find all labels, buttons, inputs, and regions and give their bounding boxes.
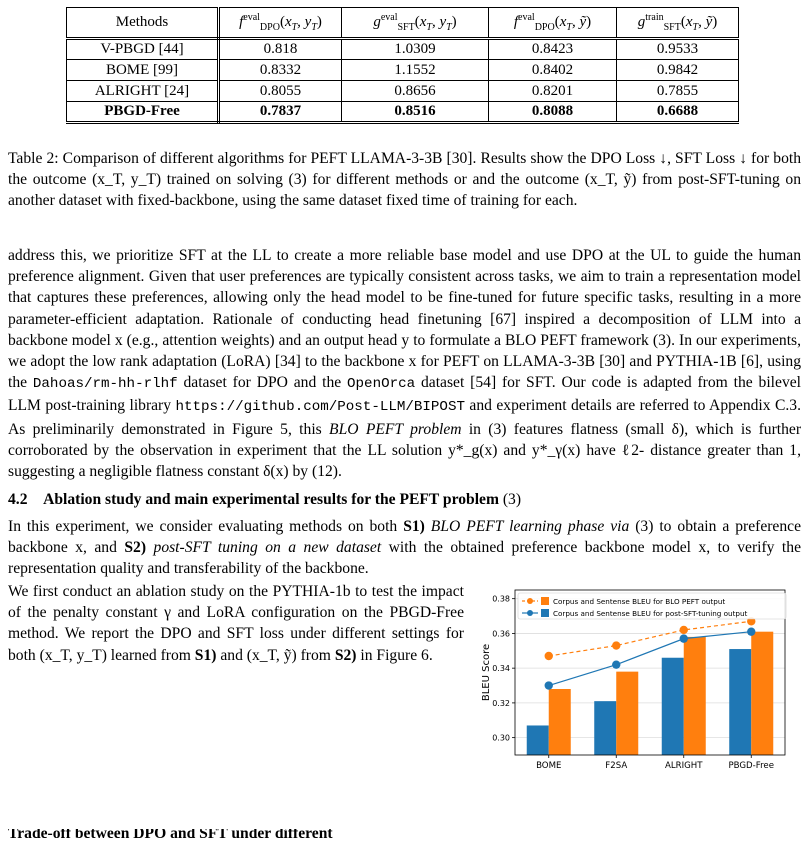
legend-swatch <box>541 609 549 617</box>
table-row <box>67 39 739 60</box>
body-paragraph <box>8 581 464 666</box>
cell-value: 0.7837 <box>219 102 342 123</box>
bar-blopeft <box>549 689 571 755</box>
cell-method: V-PBGD [44] <box>67 39 219 60</box>
code-url[interactable]: https://github.com/Post-LLM/BIPOST <box>175 399 465 416</box>
cell-value: 0.8201 <box>489 81 617 102</box>
body-paragraph <box>8 245 801 482</box>
dataset-name: OpenOrca <box>347 376 416 393</box>
section-title: Ablation study and main experimental results for the PEFT problem <box>43 491 499 508</box>
bar-postsft <box>729 649 751 755</box>
table-row-best <box>67 102 739 123</box>
caption-label: Table 2: <box>8 150 59 167</box>
legend-swatch <box>541 597 549 605</box>
cell-value: 0.8332 <box>219 60 342 81</box>
paragraph-heading <box>8 829 448 842</box>
point-postsft <box>545 681 553 689</box>
paragraph-text: in (3) features flatness (small δ), which is further corroborated by the observation in experiment that the LL solution y*_g(x) and y*_γ(x) have ℓ2- distance greater than 1, suggesting a negligible flatness constant δ(x) by (12). <box>8 420 802 481</box>
header-sft-train-xt-ytilde: $g^{train}_{SFT}(x_T$, ỹ) <box>617 8 739 39</box>
x-tick-label: F2SA <box>605 761 628 771</box>
bar-postsft <box>527 725 549 755</box>
section-number: 4.2 <box>8 491 28 508</box>
paragraph-text: In this experiment, we consider evaluating methods on both <box>8 518 404 535</box>
cell-value: 0.8516 <box>342 102 489 123</box>
point-blopeft <box>545 652 553 660</box>
paragraph-text: Trade-off between DPO and SFT under different <box>8 829 333 842</box>
cell-value: 0.8088 <box>489 102 617 123</box>
emphasis-text: post-SFT tuning on a new dataset <box>146 539 382 557</box>
x-tick-label: PBGD-Free <box>728 761 775 771</box>
cell-value: 0.9842 <box>617 60 739 81</box>
table-header-row <box>67 8 739 39</box>
point-postsft <box>612 660 620 668</box>
emphasis-text: BLO PEFT problem <box>329 420 462 438</box>
bar-postsft <box>662 658 684 755</box>
header-dpo-eval-xt-yt: $f^{eval}_{DPO}(x_T$, $y_T$) <box>219 8 342 39</box>
y-tick-label: 0.30 <box>492 733 510 743</box>
point-postsft <box>747 627 755 635</box>
paragraph-text: (3) to obtain a preference backbone x, and <box>8 518 801 557</box>
paragraph-text: dataset for DPO and the <box>177 374 348 392</box>
legend-label: Corpus and Sentense BLEU for post-SFT-tuning output <box>553 609 748 618</box>
section-heading <box>8 489 801 510</box>
header-dpo-eval-xt-ytilde: $f^{eval}_{DPO}(x_T$, ỹ) <box>489 8 617 39</box>
legend-marker <box>527 598 533 604</box>
y-tick-label: 0.36 <box>492 629 510 639</box>
cell-value: 0.8055 <box>219 81 342 102</box>
cell-value: 0.7855 <box>617 81 739 102</box>
y-tick-label: 0.38 <box>492 594 510 604</box>
section-ref: (3) <box>502 491 522 508</box>
step-label: S1) <box>194 646 217 664</box>
table-caption <box>8 148 801 212</box>
caption-text: Comparison of different algorithms for PEFT LLAMA-3-3B [30]. Results show the DPO Loss ↓, SFT Loss ↓ for both the outcome (x_T, y_T) trained on solving (3) for different methods or and the outcome (x_T, ỹ) from post-SFT-tuning on another dataset with fixed-backbone, using the same dataset fixed time of training for each. <box>8 150 802 210</box>
cell-value: 0.8423 <box>489 39 617 60</box>
emphasis-text: BLO PEFT learning phase via <box>424 518 630 535</box>
bar-blopeft <box>751 632 773 755</box>
y-tick-label: 0.34 <box>492 664 510 674</box>
bar-postsft <box>594 701 616 755</box>
body-paragraph <box>8 516 801 580</box>
series-line-blopeft <box>549 621 752 656</box>
cell-value: 0.8656 <box>342 81 489 102</box>
cell-value: 1.0309 <box>342 39 489 60</box>
step-label: S2) <box>334 646 357 664</box>
series-line-postsft <box>549 632 752 686</box>
x-tick-label: BOME <box>536 761 562 771</box>
point-blopeft <box>612 641 620 649</box>
cell-value: 0.6688 <box>617 102 739 123</box>
step-label: S2) <box>124 539 147 557</box>
bar-blopeft <box>616 672 638 755</box>
x-tick-label: ALRIGHT <box>664 761 703 771</box>
cell-method: ALRIGHT [24] <box>67 81 219 102</box>
cell-value: 0.818 <box>219 39 342 60</box>
header-sft-eval-xt-yt: $g^{eval}_{SFT}(x_T$, $y_T$) <box>342 8 489 39</box>
paragraph-text: address this, we prioritize SFT at the LL to create a more reliable base model and use DPO at the UL to guide the human preference alignment. Given that user preferences are typically consistent across tasks, we aim to train a representation model that captures these preferences, allowing only the head model to be fine-tuned for future specific tasks, resulting in a more parameter-efficient adaptation. Rationale of conducting head finetuning [67] inspired a decomposition of LLM into a backbone model x (e.g., attention weights) and an output head y to formulate a BLO PEFT framework (3). In our experiments, we adopt the low rank adaptation (LoRA) [34] to the backbone x for PEFT on LLAMA-3-3B [30] and PYTHIA-1B [6], using the <box>8 247 801 392</box>
table-row <box>67 60 739 81</box>
paragraph-text: We first conduct an ablation study on the PYTHIA-1b to test the impact of the penalty constant γ and LoRA configuration on the PBGD-Free method. We report the DPO and SFT loss under different settings for both (x_T, y_T) learned from <box>8 583 464 664</box>
results-table <box>66 7 739 124</box>
paragraph-text: in Figure 6. <box>356 646 433 664</box>
bar-blopeft <box>684 637 706 755</box>
bleu-bar-chart <box>478 585 794 785</box>
legend-marker <box>527 610 533 616</box>
point-blopeft <box>680 626 688 634</box>
paragraph-text: and (x_T, ỹ) from <box>216 646 335 664</box>
cell-method: BOME [99] <box>67 60 219 81</box>
header-methods: Methods <box>67 8 219 39</box>
paragraph-text: with the obtained preference backbone model x, to verify the representation quality and transferability of the backbone. <box>8 539 801 578</box>
cell-value: 0.9533 <box>656 41 699 57</box>
y-tick-label: 0.32 <box>492 698 510 708</box>
point-postsft <box>680 634 688 642</box>
step-label: S1) <box>403 518 425 535</box>
y-axis-label: BLEU Score <box>481 643 492 702</box>
paragraph-text: dataset [54] for SFT. Our code is adapted from the bilevel LLM post-training library <box>8 374 801 415</box>
cell-value: 0.8402 <box>489 60 617 81</box>
dataset-name: Dahoas/rm-hh-rlhf <box>32 376 178 393</box>
legend-label: Corpus and Sentense BLEU for BLO PEFT output <box>553 597 726 606</box>
paragraph-text: and experiment details are referred to Appendix C.3. As preliminarily demonstrated in Figure 5, this <box>8 397 801 438</box>
cell-method: PBGD-Free <box>67 102 219 123</box>
table-row <box>67 81 739 102</box>
cell-value: 1.1552 <box>342 60 489 81</box>
